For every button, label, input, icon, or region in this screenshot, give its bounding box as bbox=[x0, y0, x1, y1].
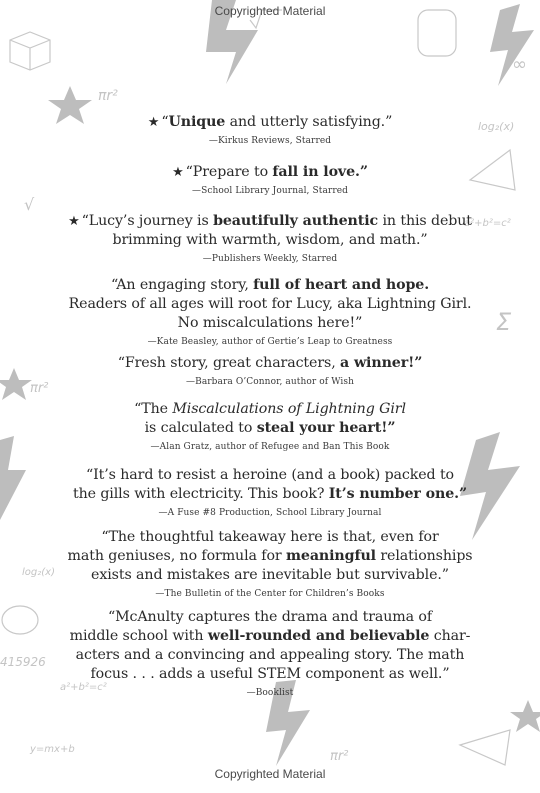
review-quote-6: “The Miscalculations of Lightning Girl is calculated to steal your heart!” —Alan Gratz, author of Refugee and Ban This Book bbox=[0, 400, 540, 453]
review-quote-1: ★ “Unique and utterly satisfying.” —Kirkus Reviews, Starred bbox=[0, 113, 540, 147]
triangle-doodle bbox=[460, 730, 510, 765]
review-quote-4: “An engaging story, full of heart and hope. Readers of all ages will root for Lucy, aka Lightning Girl. No miscalculations here!” —Kate Beasley, author of Gertie’s Leap to Greatness bbox=[0, 276, 540, 348]
cube-doodle bbox=[10, 32, 50, 70]
review-attribution: —Kate Beasley, author of Gertie’s Leap to Greatness bbox=[147, 337, 393, 347]
review-quote-2: ★ “Prepare to fall in love.” —School Library Journal, Starred bbox=[0, 163, 540, 197]
review-quote-8: “The thoughtful takeaway here is that, even for math geniuses, no formula for meaningful relationships exists and mistakes are inevitable but survivable.” —The Bulletin of the Center for Children’s Books bbox=[0, 528, 540, 600]
number-doodle: 415926 bbox=[0, 655, 46, 669]
line-equation-doodle: y=mx+b bbox=[30, 744, 75, 755]
review-attribution: —School Library Journal, Starred bbox=[191, 186, 349, 196]
pi-r-squared-doodle: πr² bbox=[98, 88, 118, 104]
sqrt-symbol-doodle: √ bbox=[24, 195, 35, 214]
star-icon: ★ bbox=[68, 214, 80, 229]
review-quote-5: “Fresh story, great characters, a winner!” —Barbara O’Connor, author of Wish bbox=[0, 354, 540, 388]
infinity-doodle: ∞ bbox=[512, 54, 527, 75]
review-quote-7: “It’s hard to resist a heroine (and a book) packed to the gills with electricity. This book? It’s number one.” —A Fuse #8 Production, School Library Journal bbox=[0, 466, 540, 519]
sigma-doodle: Σ bbox=[496, 308, 512, 336]
copyright-watermark-bottom: Copyrighted Material bbox=[214, 767, 326, 781]
pi-r-squared-doodle: πr² bbox=[330, 749, 349, 764]
pythagoras-doodle: a²+b²=c² bbox=[60, 682, 107, 693]
review-attribution: —Barbara O’Connor, author of Wish bbox=[186, 377, 354, 387]
review-quote-9: “McAnulty captures the drama and trauma of middle school with well-rounded and believable char- acters and a convincing and appealing story. The math focus . . . adds a useful STEM component as well.” —Booklist bbox=[0, 608, 540, 699]
copyright-watermark-top: Copyrighted Material bbox=[214, 4, 326, 18]
review-quote-3: ★ “Lucy’s journey is beautifully authentic in this debut brimming with warmth, wisdom, and math.” —Publishers Weekly, Starred bbox=[0, 212, 540, 265]
review-attribution: —Booklist bbox=[246, 688, 294, 698]
review-attribution: —Publishers Weekly, Starred bbox=[202, 254, 338, 264]
review-attribution: —Alan Gratz, author of Refugee and Ban This Book bbox=[150, 442, 390, 452]
review-attribution: —Kirkus Reviews, Starred bbox=[208, 136, 332, 146]
log-doodle: log₂(x) bbox=[478, 120, 515, 133]
star-icon bbox=[510, 700, 540, 732]
pi-r-squared-doodle: πr² bbox=[30, 381, 49, 396]
log-doodle: log₂(x) bbox=[22, 567, 55, 578]
star-icon: ★ bbox=[147, 115, 160, 130]
star-icon: ★ bbox=[172, 165, 184, 180]
review-attribution: —The Bulletin of the Center for Children’s Books bbox=[155, 589, 385, 599]
review-attribution: —A Fuse #8 Production, School Library Journal bbox=[158, 508, 382, 518]
pythagoras-doodle: a²+b²=c² bbox=[464, 218, 511, 229]
